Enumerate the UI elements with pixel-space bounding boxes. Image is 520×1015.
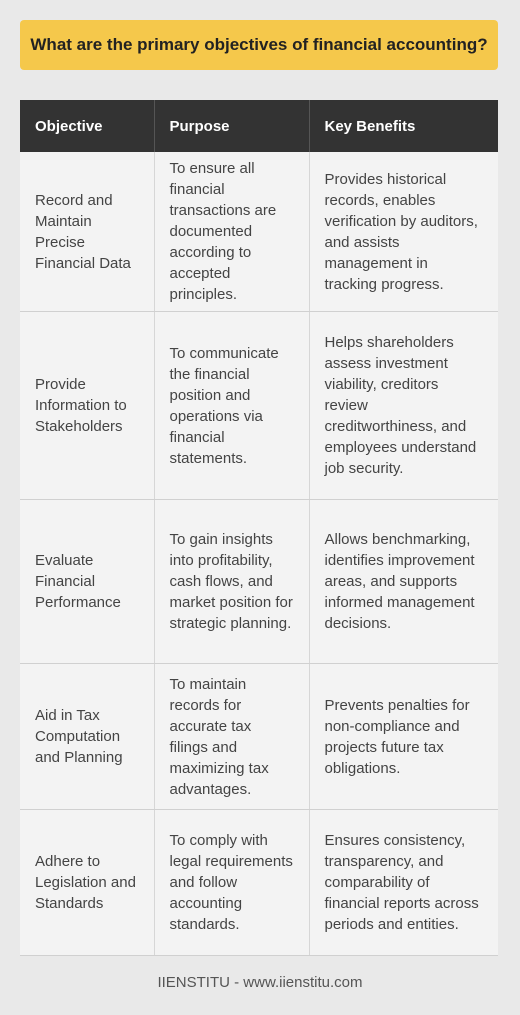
objective-cell: Evaluate Financial Performance xyxy=(20,500,154,664)
page-title: What are the primary objectives of financial accounting? xyxy=(30,35,488,54)
benefits-cell: Helps shareholders assess investment viability, creditors review creditworthiness, and employees understand job security. xyxy=(309,312,498,500)
column-header-objective: Objective xyxy=(20,100,154,152)
benefits-cell: Ensures consistency, transparency, and comparability of financial reports across periods and entities. xyxy=(309,810,498,956)
purpose-cell: To comply with legal requirements and follow accounting standards. xyxy=(154,810,309,956)
objective-cell: Record and Maintain Precise Financial Data xyxy=(20,152,154,312)
benefits-cell: Prevents penalties for non-compliance and projects future tax obligations. xyxy=(309,664,498,810)
column-header-key-benefits: Key Benefits xyxy=(309,100,498,152)
title-banner xyxy=(20,20,498,70)
table-row xyxy=(20,810,498,956)
objective-cell: Provide Information to Stakeholders xyxy=(20,312,154,500)
table-row xyxy=(20,664,498,810)
purpose-cell: To maintain records for accurate tax filings and maximizing tax advantages. xyxy=(154,664,309,810)
objective-cell: Aid in Tax Computation and Planning xyxy=(20,664,154,810)
objective-cell: Adhere to Legislation and Standards xyxy=(20,810,154,956)
table-row xyxy=(20,500,498,664)
benefits-cell: Allows benchmarking, identifies improvement areas, and supports informed management decisions. xyxy=(309,500,498,664)
benefits-cell: Provides historical records, enables verification by auditors, and assists management in tracking progress. xyxy=(309,152,498,312)
purpose-cell: To ensure all financial transactions are documented according to accepted principles. xyxy=(154,152,309,312)
column-header-purpose: Purpose xyxy=(154,100,309,152)
table-row xyxy=(20,152,498,312)
table-header-row xyxy=(20,100,498,152)
purpose-cell: To communicate the financial position and operations via financial statements. xyxy=(154,312,309,500)
footer-credit: IIENSTITU - www.iienstitu.com xyxy=(157,974,363,991)
objectives-table xyxy=(20,100,498,956)
purpose-cell: To gain insights into profitability, cash flows, and market position for strategic planning. xyxy=(154,500,309,664)
table-row xyxy=(20,312,498,500)
